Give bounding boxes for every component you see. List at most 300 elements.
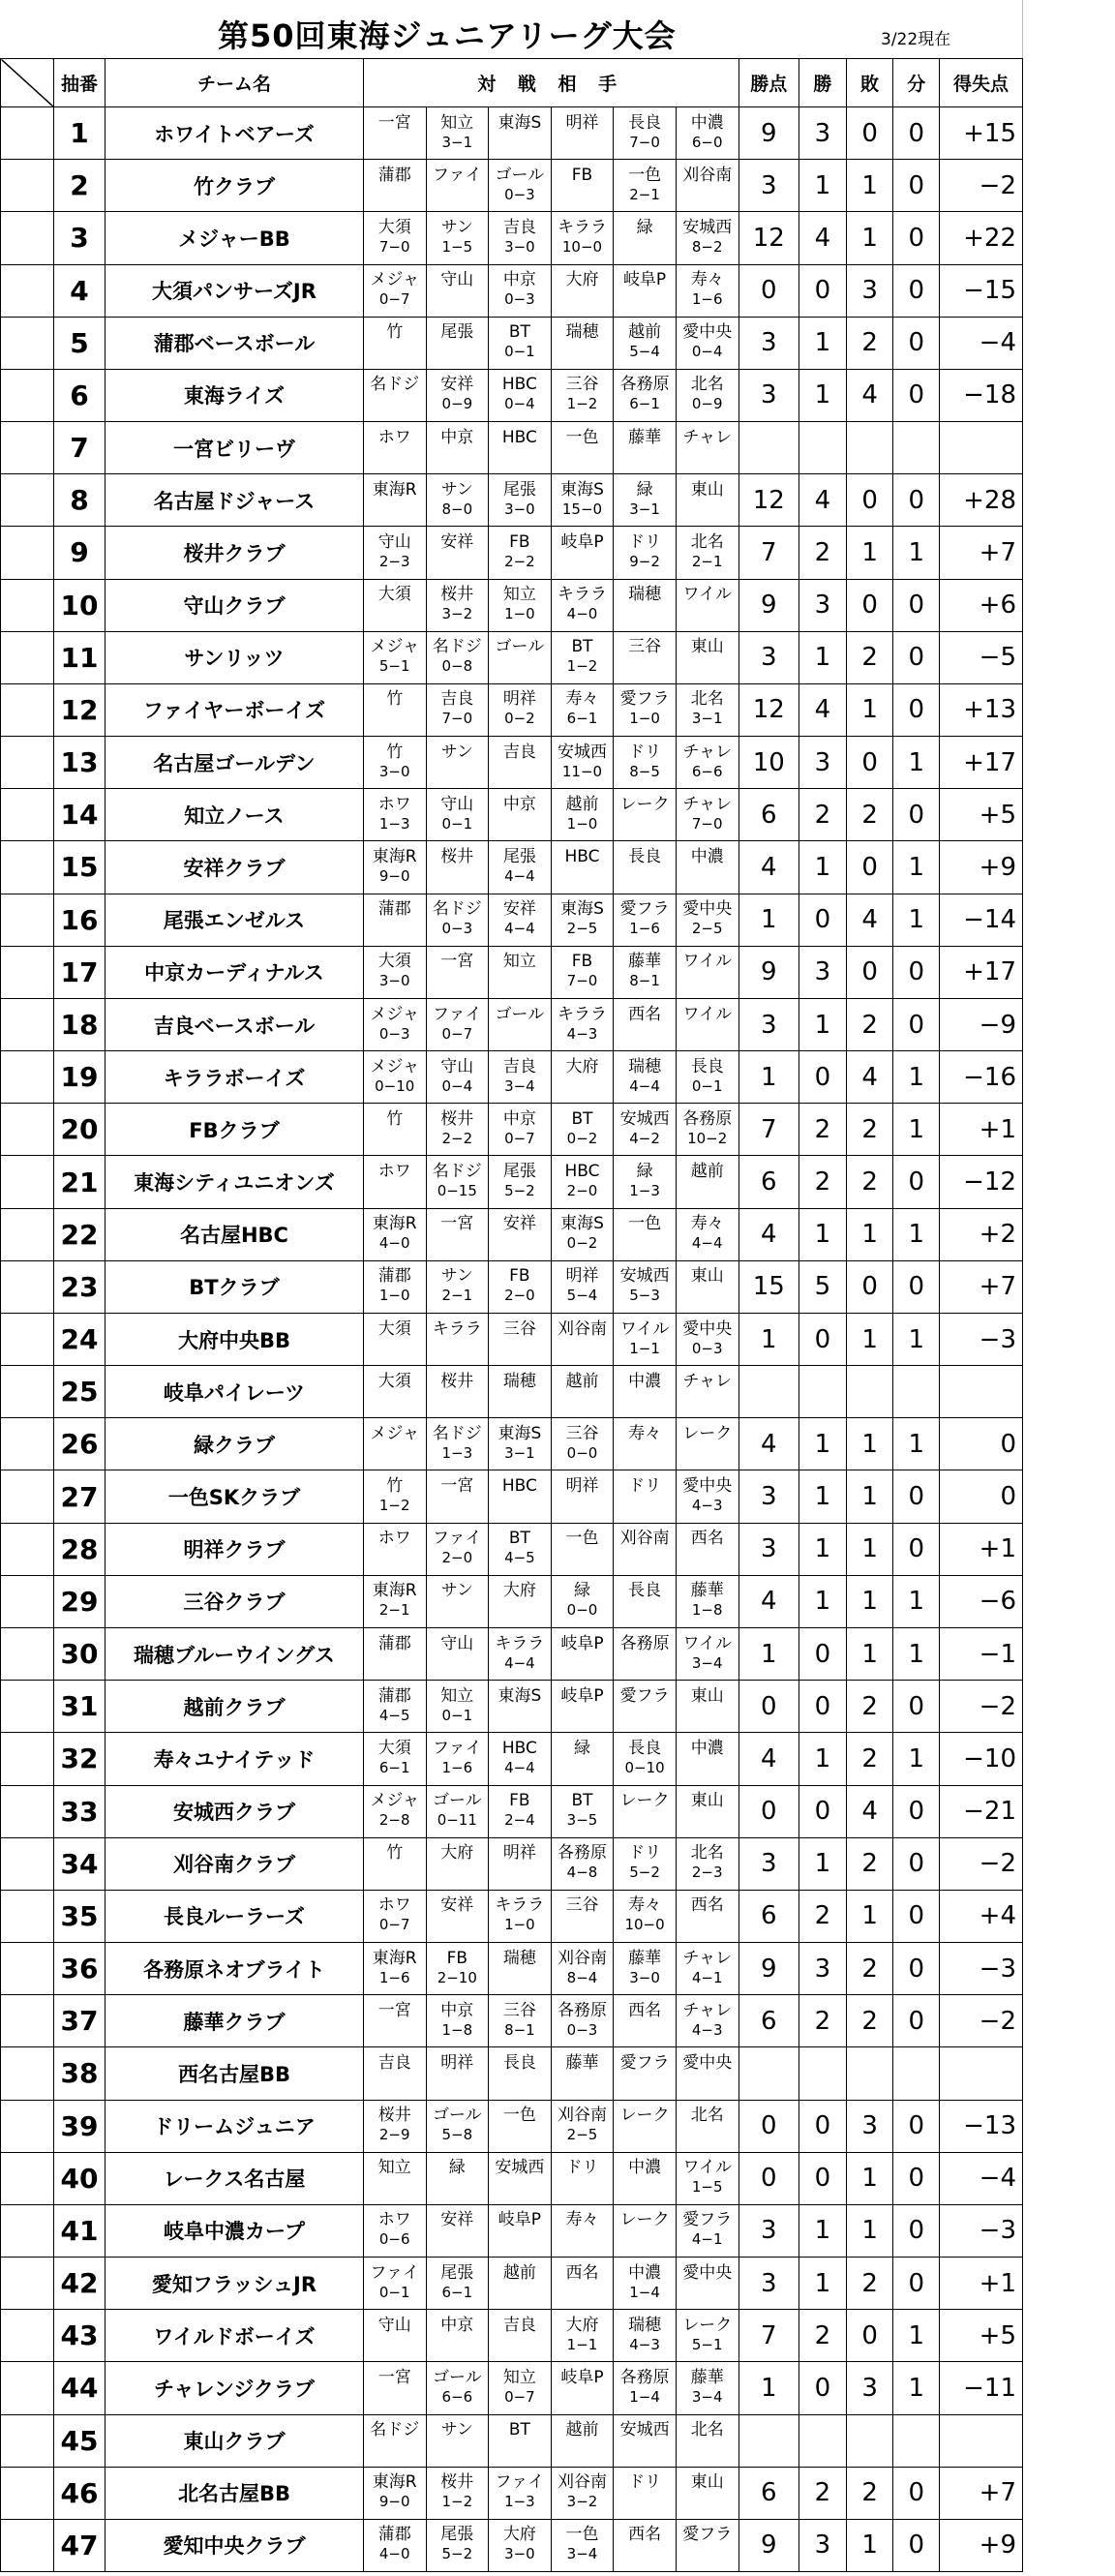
match-score: 6−1 bbox=[441, 2283, 473, 2301]
opponent-cell bbox=[614, 2467, 677, 2519]
match-score: 5−1 bbox=[378, 657, 410, 676]
opponent-cell bbox=[614, 1890, 677, 1942]
match-score bbox=[677, 1811, 738, 1829]
opponent-name: ホワ bbox=[377, 1529, 411, 1549]
opponent-name: ホワ bbox=[377, 794, 411, 814]
draw-number: 22 bbox=[54, 1208, 105, 1260]
opponent-name: 中濃 bbox=[628, 2262, 662, 2283]
opponent-cell bbox=[489, 1418, 552, 1470]
opponent-cell bbox=[551, 422, 614, 474]
opponent-name: 明祥 bbox=[440, 2052, 474, 2073]
opponent-cell bbox=[614, 1943, 677, 1995]
opponent-cell bbox=[614, 1104, 677, 1156]
opponent-cell bbox=[551, 1995, 614, 2047]
goal-diff-cell: +1 bbox=[940, 1523, 1023, 1575]
match-score: 1−2 bbox=[441, 2493, 473, 2511]
opponent-cell bbox=[363, 2100, 426, 2152]
points-cell: 3 bbox=[738, 1523, 799, 1575]
goal-diff-cell: −10 bbox=[940, 1733, 1023, 1785]
draw-number: 20 bbox=[54, 1104, 105, 1156]
match-score bbox=[677, 186, 738, 203]
match-score: 0−3 bbox=[504, 185, 535, 203]
draws-cell: 0 bbox=[893, 789, 940, 841]
opponent-name: 緑 bbox=[636, 479, 653, 500]
team-name: 緑クラブ bbox=[105, 1418, 364, 1470]
draw-number: 3 bbox=[54, 212, 105, 264]
match-score bbox=[489, 2074, 551, 2091]
draw-number: 1 bbox=[54, 107, 105, 160]
opponent-name: 竹 bbox=[386, 689, 404, 710]
match-score bbox=[489, 657, 551, 675]
match-score: 8−4 bbox=[566, 1968, 598, 1986]
empty-cell bbox=[1, 1313, 54, 1365]
draw-number: 14 bbox=[54, 789, 105, 841]
match-score: 0−7 bbox=[441, 1024, 473, 1043]
match-score: 0−8 bbox=[441, 657, 473, 676]
opponent-name: ワイル bbox=[682, 2158, 732, 2178]
opponent-name: 各務原 bbox=[557, 1843, 607, 1864]
match-score bbox=[427, 1864, 489, 1881]
draws-cell: 1 bbox=[893, 1733, 940, 1785]
opponent-name: 中濃 bbox=[690, 112, 724, 133]
opponent-name: サン bbox=[440, 1266, 473, 1287]
opponent-cell bbox=[363, 2519, 426, 2571]
draw-number: 41 bbox=[54, 2204, 105, 2257]
draws-cell: 0 bbox=[893, 946, 940, 998]
team-name: 安城西クラブ bbox=[105, 1785, 364, 1837]
match-score bbox=[614, 448, 676, 466]
match-score: 0−11 bbox=[437, 1811, 477, 1830]
losses-cell: 2 bbox=[846, 789, 893, 841]
opponent-name: ドリ bbox=[628, 2472, 662, 2493]
points-cell: 6 bbox=[738, 1890, 799, 1942]
opponent-cell bbox=[614, 1208, 677, 1260]
opponent-cell bbox=[363, 789, 426, 841]
match-score: 1−0 bbox=[504, 605, 535, 623]
points-cell: 3 bbox=[738, 317, 799, 369]
opponent-name: チャレ bbox=[682, 427, 732, 447]
match-score bbox=[364, 395, 426, 412]
team-name: 北名古屋BB bbox=[105, 2467, 364, 2519]
opponent-name: 蒲郡 bbox=[377, 165, 411, 185]
opponent-cell bbox=[489, 1890, 552, 1942]
opponent-cell bbox=[614, 1627, 677, 1680]
match-score: 6−1 bbox=[378, 1758, 410, 1776]
match-score: 5−2 bbox=[504, 1182, 535, 1200]
goal-diff-cell: −16 bbox=[940, 1051, 1023, 1104]
draw-number: 7 bbox=[54, 422, 105, 474]
opponent-cell bbox=[551, 683, 614, 736]
opponent-cell bbox=[426, 1995, 489, 2047]
match-score: 1−6 bbox=[378, 1968, 410, 1986]
opponent-name: 瑞穂 bbox=[502, 1948, 536, 1968]
opponent-name: 各務原 bbox=[619, 2367, 670, 2387]
points-cell: 7 bbox=[738, 527, 799, 579]
wins-cell: 0 bbox=[799, 2152, 847, 2204]
opponent-cell bbox=[426, 1785, 489, 1837]
opponent-cell bbox=[551, 1366, 614, 1418]
opponent-name: 中京 bbox=[440, 2000, 474, 2020]
match-score bbox=[677, 2493, 738, 2510]
match-score bbox=[427, 1654, 489, 1672]
match-score bbox=[364, 2336, 426, 2353]
opponent-cell bbox=[676, 527, 738, 579]
wins-cell: 1 bbox=[799, 1523, 847, 1575]
team-name: 桜井クラブ bbox=[105, 527, 364, 579]
match-score: 0−2 bbox=[566, 1129, 598, 1147]
opponent-name: BT bbox=[508, 1529, 530, 1549]
team-name: 大府中央BB bbox=[105, 1313, 364, 1365]
match-score bbox=[614, 290, 676, 308]
match-score bbox=[614, 1392, 676, 1409]
match-score: 9−0 bbox=[378, 866, 410, 885]
draws-cell: 0 bbox=[893, 1837, 940, 1890]
match-score: 0−3 bbox=[441, 920, 473, 938]
opponent-cell bbox=[676, 1785, 738, 1837]
opponent-cell bbox=[614, 1156, 677, 1208]
opponent-cell bbox=[426, 1156, 489, 1208]
opponent-cell bbox=[426, 894, 489, 946]
opponent-name: HBC bbox=[501, 1738, 537, 1758]
match-score: 6−1 bbox=[566, 710, 598, 728]
opponent-name: ドリ bbox=[565, 2158, 599, 2178]
team-name: メジャーBB bbox=[105, 212, 364, 264]
opponent-name: FB bbox=[509, 1791, 530, 1811]
opponent-cell bbox=[363, 1943, 426, 1995]
match-score: 7−0 bbox=[441, 710, 473, 728]
opponent-cell bbox=[489, 2258, 552, 2310]
table-row bbox=[1, 1785, 1023, 1837]
wins-cell bbox=[799, 2047, 847, 2100]
empty-cell bbox=[1, 998, 54, 1050]
opponent-name: 蒲郡 bbox=[377, 1685, 411, 1706]
match-score bbox=[677, 1025, 738, 1043]
empty-cell bbox=[1, 2152, 54, 2204]
opponent-name: 北名 bbox=[690, 2420, 724, 2440]
match-score: 4−3 bbox=[566, 1024, 598, 1043]
draws-cell bbox=[893, 1366, 940, 1418]
match-score bbox=[552, 2388, 614, 2406]
empty-cell bbox=[1, 841, 54, 894]
opponent-name: 西名 bbox=[690, 1529, 724, 1549]
opponent-cell bbox=[614, 1575, 677, 1627]
opponent-name: 岐阜P bbox=[560, 531, 604, 552]
losses-cell: 3 bbox=[846, 2362, 893, 2414]
match-score: 0−9 bbox=[441, 395, 473, 413]
match-score bbox=[364, 1864, 426, 1881]
match-score: 0−1 bbox=[441, 1706, 473, 1724]
match-score bbox=[364, 2388, 426, 2406]
opponent-cell bbox=[363, 160, 426, 212]
opponent-name: 大府 bbox=[440, 1843, 474, 1864]
table-row bbox=[1, 1156, 1023, 1208]
team-name: 大須パンサーズJR bbox=[105, 264, 364, 317]
draws-cell: 0 bbox=[893, 998, 940, 1050]
opponent-name: キララ bbox=[557, 1004, 607, 1024]
opponent-name: 蒲郡 bbox=[377, 1633, 411, 1653]
points-cell: 6 bbox=[738, 1995, 799, 2047]
opponent-cell bbox=[551, 2519, 614, 2571]
opponent-name: 藤華 bbox=[628, 427, 662, 447]
opponent-cell bbox=[489, 527, 552, 579]
table-row bbox=[1, 2519, 1023, 2571]
header-win: 勝 bbox=[799, 59, 847, 107]
opponent-cell bbox=[551, 579, 614, 631]
match-score bbox=[552, 343, 614, 360]
header-diff: 得失点 bbox=[940, 59, 1023, 107]
opponent-name: 越前 bbox=[690, 1162, 724, 1182]
match-score: 1−0 bbox=[504, 1916, 535, 1934]
match-score: 7−0 bbox=[566, 972, 598, 990]
goal-diff-cell: −13 bbox=[940, 2100, 1023, 2152]
opponent-cell bbox=[676, 1523, 738, 1575]
opponent-name: 瑞穂 bbox=[502, 1371, 536, 1391]
match-score bbox=[364, 448, 426, 466]
wins-cell: 1 bbox=[799, 2258, 847, 2310]
points-cell: 7 bbox=[738, 1104, 799, 1156]
draws-cell: 1 bbox=[893, 2362, 940, 2414]
goal-diff-cell: +17 bbox=[940, 737, 1023, 789]
opponent-name: 北名 bbox=[690, 2106, 724, 2126]
opponent-name: 刈谷南 bbox=[557, 1948, 607, 1968]
losses-cell: 1 bbox=[846, 2519, 893, 2571]
match-score bbox=[552, 1916, 614, 1933]
goal-diff-cell: +7 bbox=[940, 1260, 1023, 1313]
match-score bbox=[677, 1759, 738, 1776]
opponent-name: メジャ bbox=[370, 270, 420, 290]
opponent-cell bbox=[426, 527, 489, 579]
opponent-cell bbox=[363, 1104, 426, 1156]
match-score: 1−0 bbox=[378, 1287, 410, 1305]
match-score bbox=[427, 2336, 489, 2353]
match-score: 1−6 bbox=[441, 1758, 473, 1776]
draws-cell: 1 bbox=[893, 737, 940, 789]
opponent-name: メジャ bbox=[370, 1056, 420, 1076]
opponent-name: 安城西 bbox=[619, 2420, 670, 2440]
opponent-name: 名ドジ bbox=[432, 1423, 482, 1443]
opponent-name: 長良 bbox=[628, 846, 662, 866]
losses-cell: 3 bbox=[846, 2100, 893, 2152]
draw-number: 45 bbox=[54, 2414, 105, 2467]
losses-cell: 1 bbox=[846, 1627, 893, 1680]
opponent-cell bbox=[551, 631, 614, 683]
wins-cell: 1 bbox=[799, 1470, 847, 1523]
opponent-name: ファイ bbox=[432, 165, 482, 185]
match-score bbox=[364, 500, 426, 518]
match-score: 2−5 bbox=[566, 2126, 598, 2144]
opponent-name: ファイ bbox=[495, 2472, 545, 2493]
goal-diff-cell: +9 bbox=[940, 841, 1023, 894]
match-score bbox=[489, 1234, 551, 1252]
empty-cell bbox=[1, 2519, 54, 2571]
opponent-name: チャレ bbox=[682, 794, 732, 814]
divider bbox=[1022, 0, 1023, 58]
opponent-name: レーク bbox=[619, 794, 670, 814]
match-score: 1−2 bbox=[566, 657, 598, 676]
team-name: 愛知中央クラブ bbox=[105, 2519, 364, 2571]
losses-cell: 3 bbox=[846, 264, 893, 317]
goal-diff-cell: −2 bbox=[940, 1837, 1023, 1890]
wins-cell: 1 bbox=[799, 1208, 847, 1260]
points-cell: 12 bbox=[738, 474, 799, 527]
opponent-name: ゴール bbox=[495, 637, 545, 657]
match-score bbox=[614, 867, 676, 885]
draw-number: 9 bbox=[54, 527, 105, 579]
opponent-name: 岐阜P bbox=[560, 1633, 604, 1653]
table-row bbox=[1, 894, 1023, 946]
opponent-cell bbox=[489, 369, 552, 421]
match-score bbox=[614, 238, 676, 256]
opponent-cell bbox=[551, 1470, 614, 1523]
losses-cell: 1 bbox=[846, 683, 893, 736]
opponent-cell bbox=[489, 474, 552, 527]
empty-cell bbox=[1, 1366, 54, 1418]
opponent-cell bbox=[676, 2100, 738, 2152]
opponent-name: メジャ bbox=[370, 1004, 420, 1024]
points-cell: 3 bbox=[738, 1470, 799, 1523]
opponent-cell bbox=[363, 369, 426, 421]
team-name: 愛知フラッシュJR bbox=[105, 2258, 364, 2310]
opponent-cell bbox=[676, 1366, 738, 1418]
match-score: 10−2 bbox=[687, 1129, 728, 1147]
opponent-name: 明祥 bbox=[502, 689, 536, 710]
opponent-name: 安城西 bbox=[619, 1108, 670, 1129]
wins-cell: 3 bbox=[799, 737, 847, 789]
match-score bbox=[552, 1549, 614, 1566]
opponent-name: HBC bbox=[501, 375, 537, 395]
wins-cell: 0 bbox=[799, 1313, 847, 1365]
empty-cell bbox=[1, 2362, 54, 2414]
empty-cell bbox=[1, 422, 54, 474]
opponent-cell bbox=[676, 2414, 738, 2467]
opponent-name: 守山 bbox=[440, 1056, 474, 1076]
match-score bbox=[427, 2178, 489, 2196]
opponent-cell bbox=[426, 946, 489, 998]
team-name: 竹クラブ bbox=[105, 160, 364, 212]
losses-cell: 4 bbox=[846, 894, 893, 946]
opponent-cell bbox=[551, 2152, 614, 2204]
empty-cell bbox=[1, 1995, 54, 2047]
points-cell: 3 bbox=[738, 160, 799, 212]
opponent-name: ファイ bbox=[432, 1004, 482, 1024]
opponent-cell bbox=[551, 2467, 614, 2519]
opponent-cell bbox=[363, 1208, 426, 1260]
opponent-name: 中京 bbox=[502, 1108, 536, 1129]
opponent-name: チャレ bbox=[682, 1371, 732, 1391]
opponent-cell bbox=[363, 579, 426, 631]
opponent-cell bbox=[614, 1733, 677, 1785]
match-score: 4−3 bbox=[691, 1497, 723, 1515]
opponent-cell bbox=[614, 1470, 677, 1523]
opponent-name: ホワ bbox=[377, 427, 411, 447]
match-score: 4−0 bbox=[378, 1234, 410, 1253]
match-score: 8−1 bbox=[629, 972, 660, 990]
wins-cell: 1 bbox=[799, 2204, 847, 2257]
goal-diff-cell: +6 bbox=[940, 579, 1023, 631]
opponent-cell bbox=[426, 1890, 489, 1942]
draw-number: 30 bbox=[54, 1627, 105, 1680]
opponent-cell bbox=[426, 1627, 489, 1680]
opponent-cell bbox=[363, 1260, 426, 1313]
opponent-cell bbox=[426, 160, 489, 212]
opponent-cell bbox=[363, 1627, 426, 1680]
match-score bbox=[489, 815, 551, 833]
opponent-name: FB bbox=[571, 952, 593, 972]
team-name: 吉良ベースボール bbox=[105, 998, 364, 1050]
opponent-cell bbox=[489, 2519, 552, 2571]
wins-cell: 3 bbox=[799, 946, 847, 998]
opponent-cell bbox=[614, 683, 677, 736]
match-score: 6−6 bbox=[691, 762, 723, 780]
opponent-cell bbox=[426, 422, 489, 474]
opponent-cell bbox=[426, 107, 489, 160]
goal-diff-cell: −9 bbox=[940, 998, 1023, 1050]
empty-cell bbox=[1, 212, 54, 264]
opponent-cell bbox=[676, 1943, 738, 1995]
opponent-name: チャレ bbox=[682, 1948, 732, 1968]
opponent-cell bbox=[426, 474, 489, 527]
empty-cell bbox=[1, 894, 54, 946]
opponent-name: 安祥 bbox=[440, 1895, 474, 1916]
opponent-cell bbox=[426, 2467, 489, 2519]
goal-diff-cell: −5 bbox=[940, 631, 1023, 683]
opponent-cell bbox=[489, 1575, 552, 1627]
match-score: 1−0 bbox=[566, 814, 598, 833]
draws-cell: 1 bbox=[893, 841, 940, 894]
goal-diff-cell: +28 bbox=[940, 474, 1023, 527]
empty-cell bbox=[1, 1523, 54, 1575]
losses-cell bbox=[846, 1366, 893, 1418]
opponent-name: ワイル bbox=[619, 1318, 670, 1339]
opponent-name: 蒲郡 bbox=[377, 1266, 411, 1287]
match-score: 5−4 bbox=[566, 1287, 598, 1305]
opponent-cell bbox=[489, 2100, 552, 2152]
opponent-name: 中京 bbox=[502, 794, 536, 814]
points-cell: 3 bbox=[738, 998, 799, 1050]
match-score: 0−7 bbox=[504, 1129, 535, 1147]
opponent-name: 一色 bbox=[628, 165, 662, 185]
opponent-name: 知立 bbox=[502, 952, 536, 972]
opponent-name: 東海S bbox=[560, 1214, 604, 1234]
opponent-name: ワイル bbox=[682, 1633, 732, 1653]
match-score bbox=[552, 134, 614, 151]
opponent-name: BT bbox=[508, 2420, 530, 2440]
opponent-cell bbox=[426, 2047, 489, 2100]
opponent-name: 藤華 bbox=[628, 1948, 662, 1968]
opponent-cell bbox=[426, 369, 489, 421]
opponent-name: 名ドジ bbox=[432, 1162, 482, 1182]
match-score: 4−3 bbox=[691, 2020, 723, 2039]
goal-diff-cell: +2 bbox=[940, 1208, 1023, 1260]
match-score: 0−10 bbox=[624, 1758, 665, 1776]
table-row bbox=[1, 1051, 1023, 1104]
empty-cell bbox=[1, 1156, 54, 1208]
opponent-name: 大須 bbox=[377, 1318, 411, 1339]
losses-cell: 2 bbox=[846, 1995, 893, 2047]
opponent-cell bbox=[676, 1418, 738, 1470]
match-score: 2−0 bbox=[566, 1182, 598, 1200]
match-score bbox=[489, 1601, 551, 1619]
match-score: 1−4 bbox=[629, 2387, 660, 2406]
draw-number: 40 bbox=[54, 2152, 105, 2204]
wins-cell: 0 bbox=[799, 264, 847, 317]
match-score bbox=[552, 1759, 614, 1776]
opponent-name: 知立 bbox=[377, 2158, 411, 2178]
team-name: ホワイトベアーズ bbox=[105, 107, 364, 160]
wins-cell: 5 bbox=[799, 1260, 847, 1313]
table-row bbox=[1, 2204, 1023, 2257]
opponent-cell bbox=[489, 737, 552, 789]
